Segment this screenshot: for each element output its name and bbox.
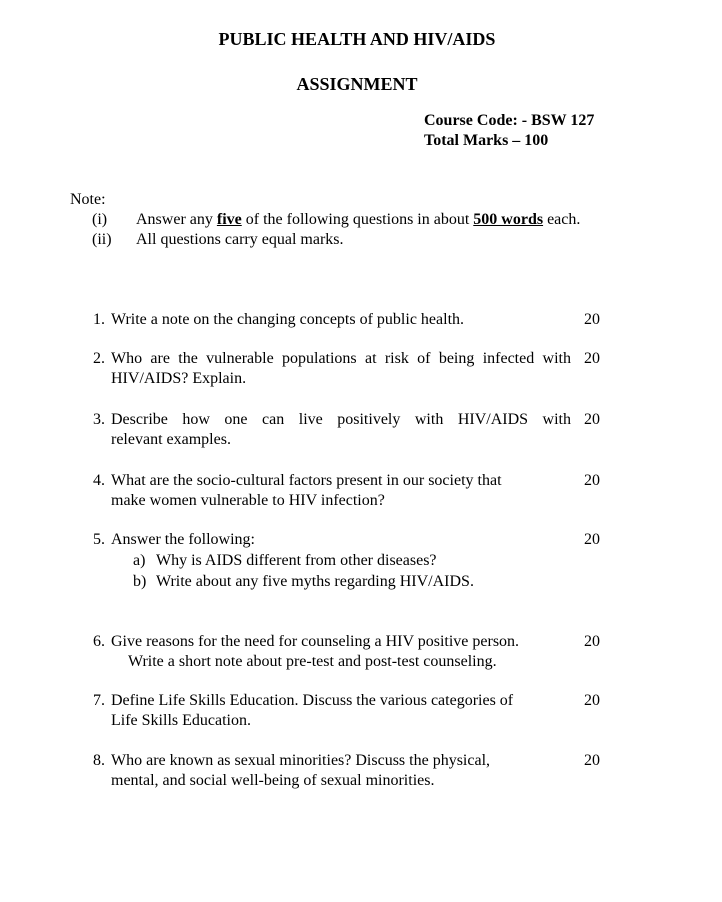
question-line: mental, and social well-being of sexual minorities. [111, 772, 435, 789]
question-text [111, 632, 581, 672]
question-line: Life Skills Education. [111, 712, 251, 729]
question-marks: 20 [584, 411, 600, 428]
sub-question-label: a) [133, 552, 146, 569]
question-marks: 20 [584, 350, 600, 367]
question-line: Who are the vulnerable populations at risk of being infected with [111, 350, 571, 367]
note-item-number: (ii) [92, 231, 112, 248]
sub-question-label: b) [133, 573, 147, 590]
question-marks: 20 [584, 752, 600, 769]
question-marks: 20 [584, 692, 600, 709]
question-marks: 20 [584, 472, 600, 489]
question-text [111, 410, 571, 450]
question-number: 7. [93, 692, 105, 709]
question-line: Write a note on the changing concepts of public health. [111, 311, 465, 328]
note-item-number: (i) [92, 211, 108, 228]
question-number: 4. [93, 472, 105, 489]
question-line: Who are known as sexual minorities? Discuss the physical, [111, 752, 491, 769]
question-line: HIV/AIDS? Explain. [111, 370, 247, 387]
question-number: 1. [93, 311, 105, 328]
note-text-part: Answer any [136, 211, 217, 228]
question-line: Give reasons for the need for counseling a HIV positive person. [111, 633, 520, 650]
note-emphasis-word-count: 500 words [473, 211, 544, 228]
question-number: 2. [93, 350, 105, 367]
question-marks: 20 [584, 633, 600, 650]
note-item-text: All questions carry equal marks. [136, 231, 344, 248]
question-number: 8. [93, 752, 105, 769]
note-item-text [136, 210, 580, 230]
question-text [111, 691, 571, 731]
question-marks: 20 [584, 531, 600, 548]
note-text-part: of the following questions in about [241, 211, 474, 228]
question-line: make women vulnerable to HIV infection? [111, 492, 385, 509]
question-line: Define Life Skills Education. Discuss the various categories of [111, 692, 514, 709]
note-text-part: each. [543, 211, 581, 228]
question-line: Answer the following: [111, 531, 255, 548]
question-number: 6. [93, 633, 105, 650]
question-marks: 20 [584, 311, 600, 328]
question-text [111, 471, 571, 511]
question-line: Describe how one can live positively with HIV/AIDS with [111, 411, 571, 428]
question-line: Write a short note about pre-test and post-test counseling. [128, 653, 497, 670]
question-number: 5. [93, 531, 105, 548]
question-text [111, 751, 571, 791]
question-number: 3. [93, 411, 105, 428]
page-title: PUBLIC HEALTH AND HIV/AIDS [218, 29, 496, 49]
sub-question-text: Write about any five myths regarding HIV/AIDS. [156, 573, 474, 590]
course-code: Course Code: - BSW 127 [424, 112, 595, 129]
question-line: relevant examples. [111, 431, 231, 448]
page-subtitle: ASSIGNMENT [296, 74, 418, 94]
note-label: Note: [70, 191, 106, 208]
question-text [111, 530, 571, 550]
question-text [111, 349, 571, 389]
sub-question-text: Why is AIDS different from other diseases? [156, 552, 437, 569]
note-emphasis-five: five [216, 211, 242, 228]
question-line: What are the socio-cultural factors present in our society that [111, 472, 502, 489]
total-marks: Total Marks – 100 [424, 132, 549, 149]
question-text [111, 310, 571, 330]
